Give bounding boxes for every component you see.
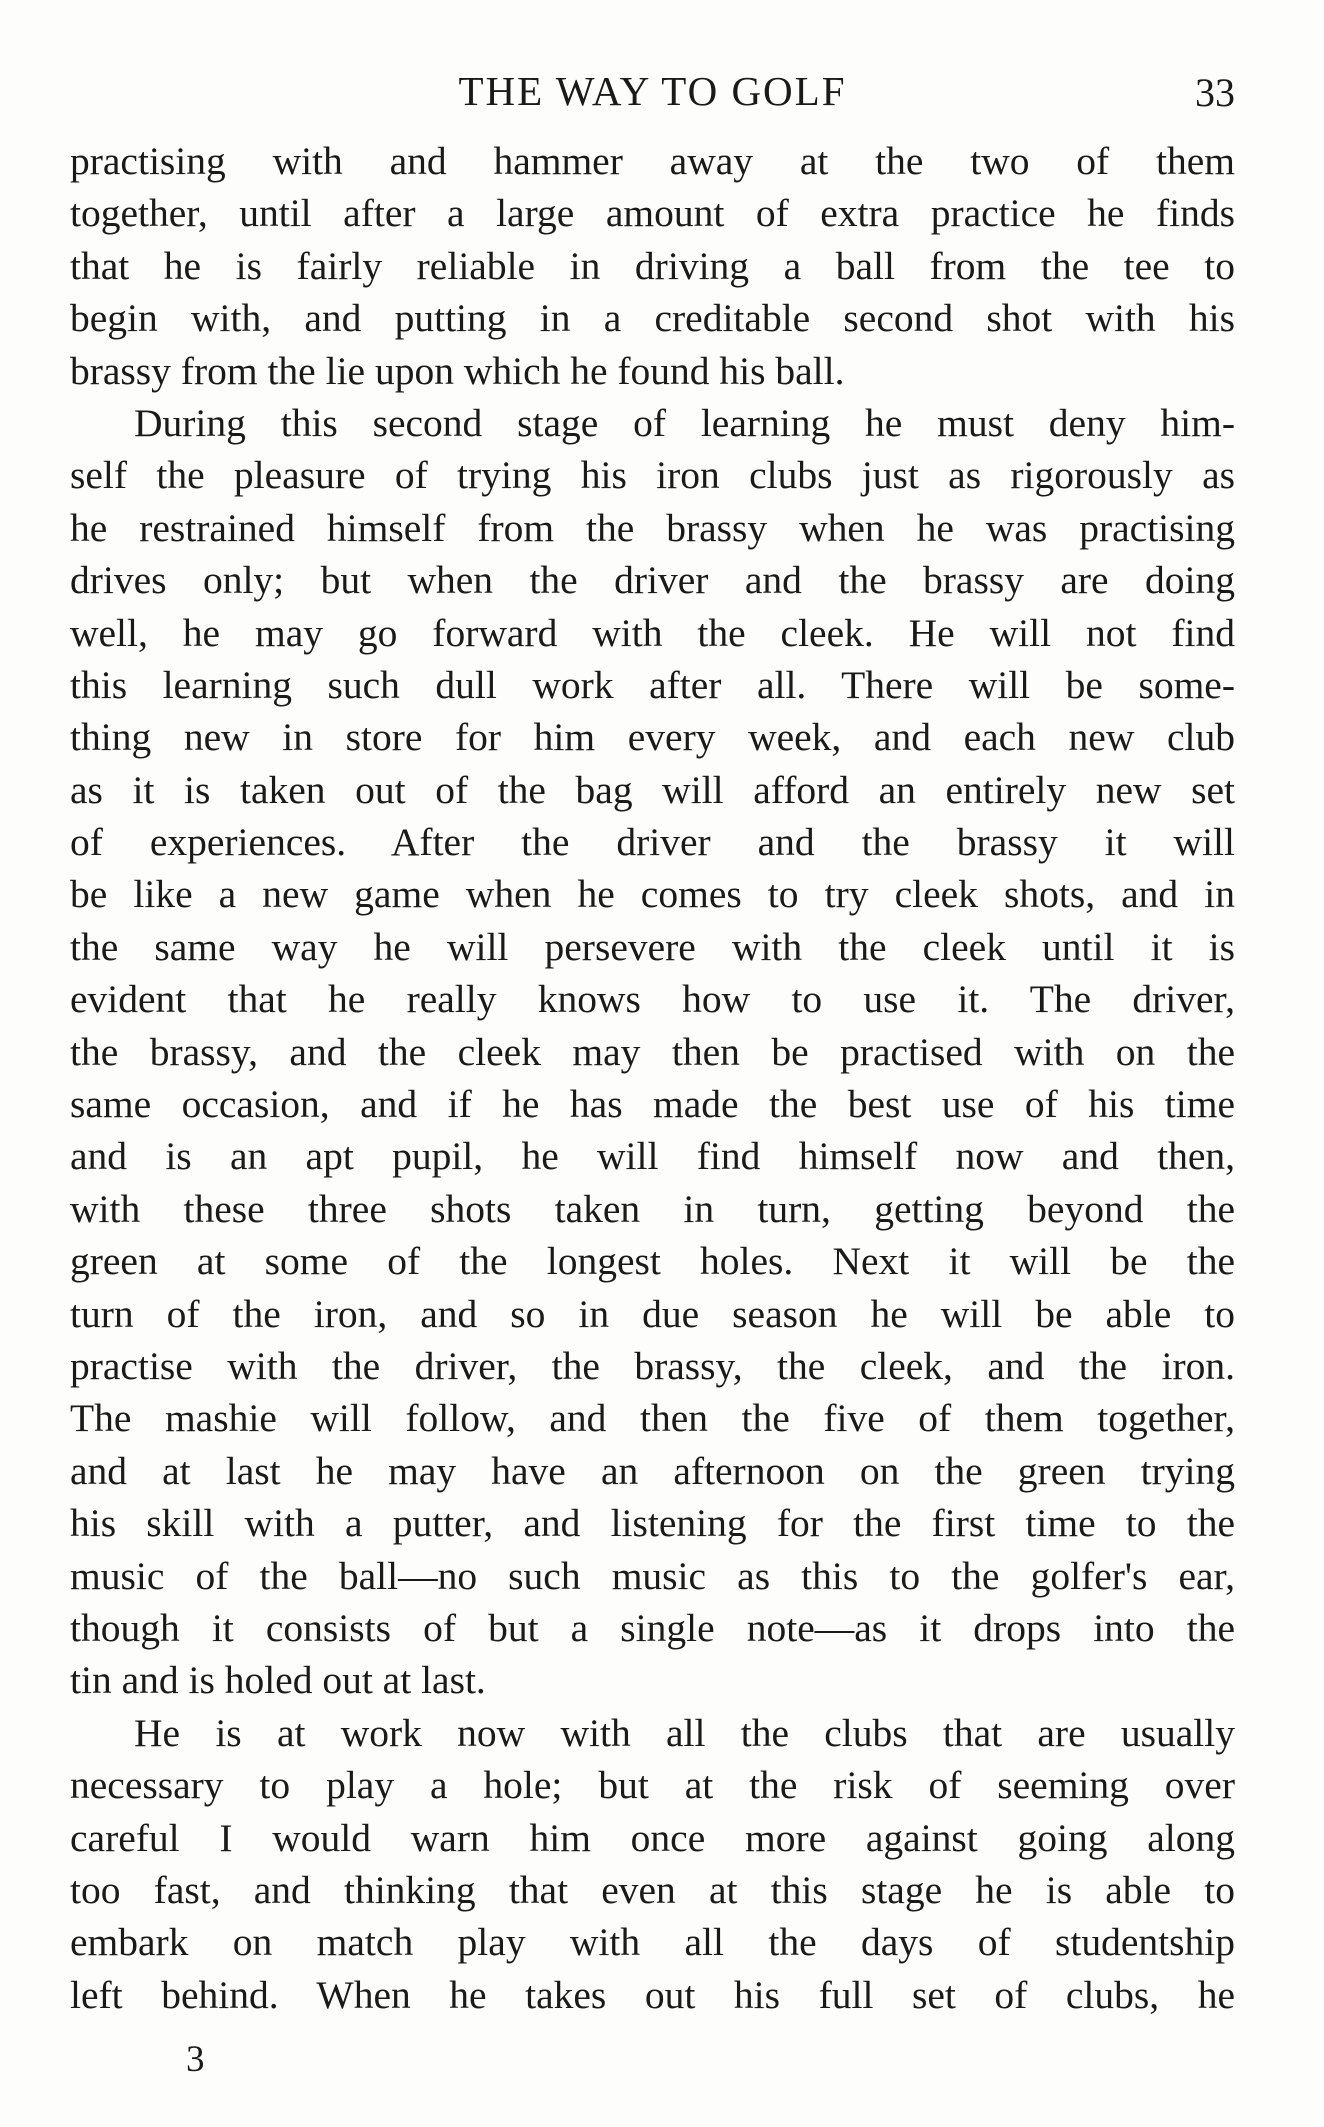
- text-line: evident that he really knows how to use it. The driver,: [70, 977, 1235, 1022]
- text-line: same occasion, and if he has made the best use of his time: [70, 1082, 1235, 1127]
- text-line: as it is taken out of the bag will afford an entirely new set: [70, 767, 1235, 812]
- running-head: [70, 66, 1235, 116]
- text-line: this learning such dull work after all. There will be some-: [70, 662, 1235, 707]
- text-line: begin with, and putting in a creditable second shot with his: [70, 296, 1235, 341]
- text-line: practise with the driver, the brassy, the cleek, and the iron.: [70, 1343, 1235, 1388]
- text-line: the same way he will persevere with the cleek until it is: [70, 924, 1235, 969]
- running-title: THE WAY TO GOLF: [458, 68, 847, 114]
- text-line: brassy from the lie upon which he found his ball.: [70, 348, 845, 393]
- text-line: necessary to play a hole; but at the risk of seeming over: [70, 1763, 1235, 1808]
- body-text: [70, 135, 1235, 2021]
- text-line: together, until after a large amount of extra practice he finds: [70, 191, 1235, 236]
- text-line: practising with and hammer away at the two of them: [70, 139, 1235, 183]
- text-line: well, he may go forward with the cleek. He will not find: [70, 610, 1235, 655]
- text-line: though it consists of but a single note—as it drops into the: [70, 1605, 1235, 1650]
- text-line: left behind. When he takes out his full set of clubs, he: [70, 1972, 1235, 2017]
- text-line: thing new in store for him every week, and each new club: [70, 715, 1235, 760]
- text-line: and at last he may have an afternoon on the green trying: [70, 1448, 1235, 1493]
- text-line: and is an apt pupil, he will find himself now and then,: [70, 1134, 1235, 1179]
- text-line: green at some of the longest holes. Next it will be the: [70, 1239, 1235, 1284]
- signature-mark: 3: [186, 2039, 205, 2080]
- text-line: drives only; but when the driver and the brassy are doing: [70, 558, 1235, 603]
- text-line: that he is fairly reliable in driving a ball from the tee to: [70, 243, 1235, 288]
- paragraph: [70, 397, 1235, 1707]
- text-line: self the pleasure of trying his iron clubs just as rigorously as: [70, 453, 1235, 498]
- text-line: the brassy, and the cleek may then be practised with on the: [70, 1029, 1235, 1074]
- text-line: with these three shots taken in turn, getting beyond the: [70, 1186, 1235, 1231]
- page-number: 33: [1195, 70, 1235, 115]
- text-line: The mashie will follow, and then the five of them together,: [70, 1396, 1235, 1441]
- text-line: He is at work now with all the clubs that are usually: [134, 1710, 1235, 1755]
- text-line: his skill with a putter, and listening for the first time to the: [70, 1501, 1235, 1546]
- paragraph: [70, 135, 1235, 397]
- text-line: be like a new game when he comes to try cleek shots, and in: [70, 872, 1235, 917]
- text-line: of experiences. After the driver and the brassy it will: [70, 820, 1235, 865]
- paragraph: [70, 1707, 1235, 2021]
- text-line: turn of the iron, and so in due season he will be able to: [70, 1291, 1235, 1336]
- text-line: embark on match play with all the days of studentship: [70, 1920, 1235, 1965]
- text-line: music of the ball—no such music as this to the golfer's ear,: [70, 1553, 1235, 1598]
- text-line: too fast, and thinking that even at this stage he is able to: [70, 1867, 1235, 1912]
- text-line: tin and is holed out at last.: [70, 1658, 486, 1703]
- text-line: During this second stage of learning he must deny him-: [134, 400, 1235, 445]
- text-line: he restrained himself from the brassy when he was practising: [70, 505, 1235, 550]
- text-line: careful I would warn him once more against going along: [70, 1815, 1235, 1860]
